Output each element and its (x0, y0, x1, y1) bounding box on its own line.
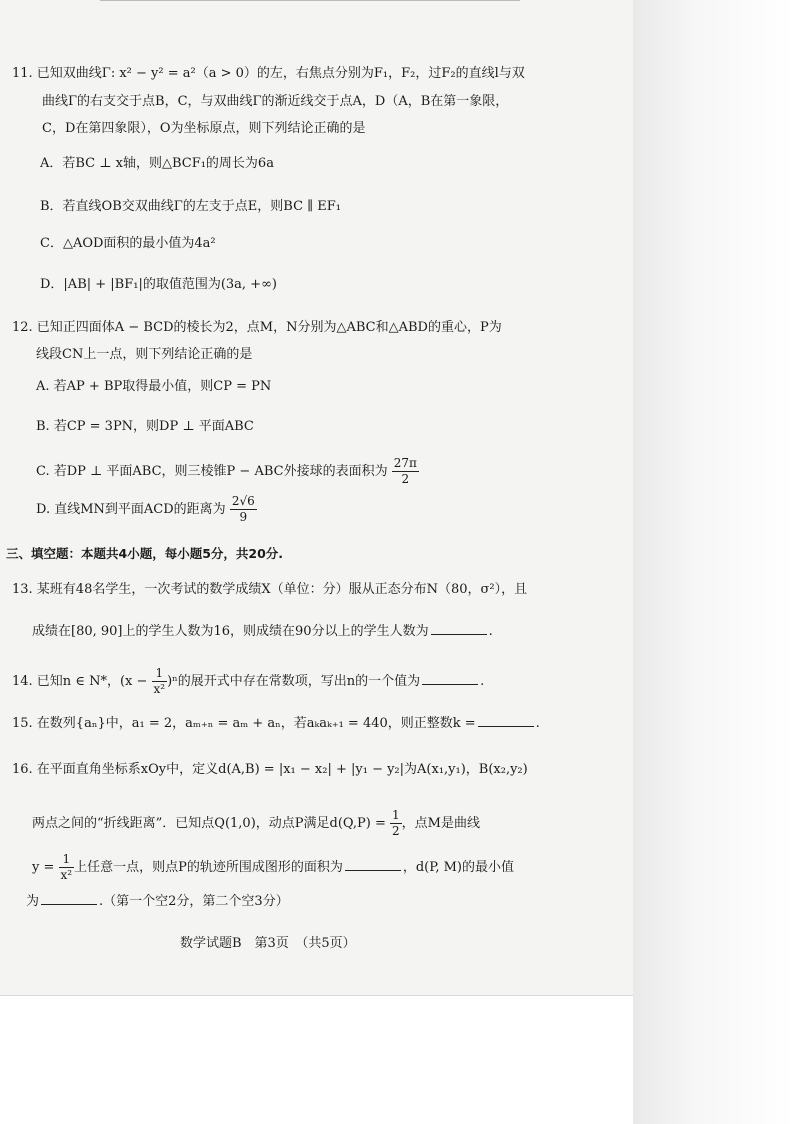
q16-line3 (32, 852, 514, 883)
page-top-edge (100, 0, 520, 9)
q13-line2 (32, 622, 493, 640)
q16-y-equals: y = (32, 860, 59, 875)
q13-end-punct: . (488, 624, 493, 639)
q16-half-denominator: 2 (392, 824, 400, 838)
q11-option-b: B．若直线OB交双曲线Γ的左支于点E，则BC ∥ EF₁ (40, 199, 342, 214)
q16-line2-post: ，点M是曲线 (401, 816, 480, 831)
q12-option-d-text: D. 直线MN到平面ACD的距离为 (36, 502, 226, 517)
q14-fraction (152, 666, 168, 697)
q12-line1: 12. 已知正四面体A − BCD的棱长为2，点M，N分别为△ABC和△ABD的重心，P为 (12, 320, 502, 335)
q12-option-c (36, 456, 419, 487)
q13-line2-text: 成绩在[80, 90]上的学生人数为16，则成绩在90分以上的学生人数为 (32, 624, 429, 639)
page-footer: 数学试题B 第3页 （共5页） (180, 936, 356, 951)
q16-answer-blank-1[interactable] (345, 858, 401, 871)
q16-line2 (32, 808, 480, 839)
q14-paren-open: (x − (119, 674, 152, 689)
q16-line3-post: ，d(P, M)的最小值 (402, 860, 514, 875)
q11-line2: 曲线Γ的右支交于点B，C，与双曲线Γ的渐近线交于点A，D（A，B在第一象限， (42, 94, 509, 109)
q11-option-c: C．△AOD面积的最小值为4a² (40, 236, 216, 251)
q14-paren-close: )ⁿ (167, 674, 178, 689)
q11-option-d: D．|AB| + |BF₁|的取值范围为(3a, +∞) (40, 277, 277, 292)
q11-line1: 11. 已知双曲线Γ: x² − y² = a²（a > 0）的左，右焦点分别为F₁，F₂，过F₂的直线l与双 (12, 66, 525, 81)
q12-option-c-fraction (392, 456, 419, 487)
q16-half-fraction (390, 808, 402, 839)
q12-option-d (36, 494, 257, 525)
q15-line (12, 714, 540, 732)
q15-text: 15. 在数列{aₙ}中，a₁ = 2，aₘ₊ₙ = aₘ + aₙ，若aₖaₖ₊₁ = 440，则正整数k = (12, 716, 476, 731)
q14-line (12, 666, 484, 697)
q14-text: 的展开式中存在常数项，写出n的一个值为 (177, 674, 421, 689)
scan-margin (633, 0, 794, 1124)
q16-line4-post: .（第一个空2分，第二个空3分） (99, 894, 289, 909)
q16-curve-numerator: 1 (59, 852, 75, 868)
q12-c-denominator: 2 (401, 472, 410, 486)
q16-line2-text: 两点之间的“折线距离”．已知点Q(1,0)，动点P满足d(Q,P) = (32, 816, 391, 831)
q12-option-a: A. 若AP + BP取得最小值，则CP = PN (36, 379, 272, 394)
q12-option-b: B. 若CP = 3PN，则DP ⊥ 平面ABC (36, 419, 254, 434)
q13-line1: 13. 某班有48名学生，一次考试的数学成绩X（单位：分）服从正态分布N（80，σ²），且 (12, 582, 528, 597)
q14-answer-blank[interactable] (422, 672, 478, 685)
q12-d-numerator: 2√6 (231, 494, 255, 508)
q13-answer-blank[interactable] (431, 622, 487, 635)
q16-curve-fraction (59, 852, 75, 883)
q12-d-denominator: 9 (239, 510, 248, 524)
q14-denominator: x² (153, 682, 166, 696)
q16-line4 (26, 892, 289, 910)
q16-answer-blank-2[interactable] (41, 892, 97, 905)
section-3-heading: 三、填空题：本题共4小题，每小题5分，共20分. (6, 546, 284, 561)
q12-option-d-fraction (230, 494, 257, 525)
q14-end-punct: . (480, 674, 485, 689)
q14-numerator: 1 (152, 666, 168, 682)
q15-end-punct: . (535, 716, 540, 731)
q16-line1: 16. 在平面直角坐标系xOy中，定义d(A,B) = |x₁ − x₂| + |y₁ − y₂|为A(x₁,y₁)，B(x₂,y₂) (12, 762, 528, 777)
q16-curve-denominator: x² (60, 868, 73, 882)
q12-line2: 线段CN上一点，则下列结论正确的是 (36, 347, 253, 362)
q12-c-numerator: 27π (393, 456, 417, 470)
q16-half-numerator: 1 (392, 808, 400, 822)
q11-option-a: A．若BC ⊥ x轴，则△BCF₁的周长为6a (40, 156, 274, 171)
q12-option-c-text: C. 若DP ⊥ 平面ABC，则三棱锥P − ABC外接球的表面积为 (36, 464, 388, 479)
q14-prefix: 14. 已知n ∈ N*， (12, 674, 120, 689)
q16-line3-text: 上任意一点，则点P的轨迹所围成图形的面积为 (74, 860, 343, 875)
q11-line3: C，D在第四象限），O为坐标原点，则下列结论正确的是 (42, 121, 366, 136)
q15-answer-blank[interactable] (478, 714, 534, 727)
q16-line4-pre: 为 (26, 894, 40, 909)
